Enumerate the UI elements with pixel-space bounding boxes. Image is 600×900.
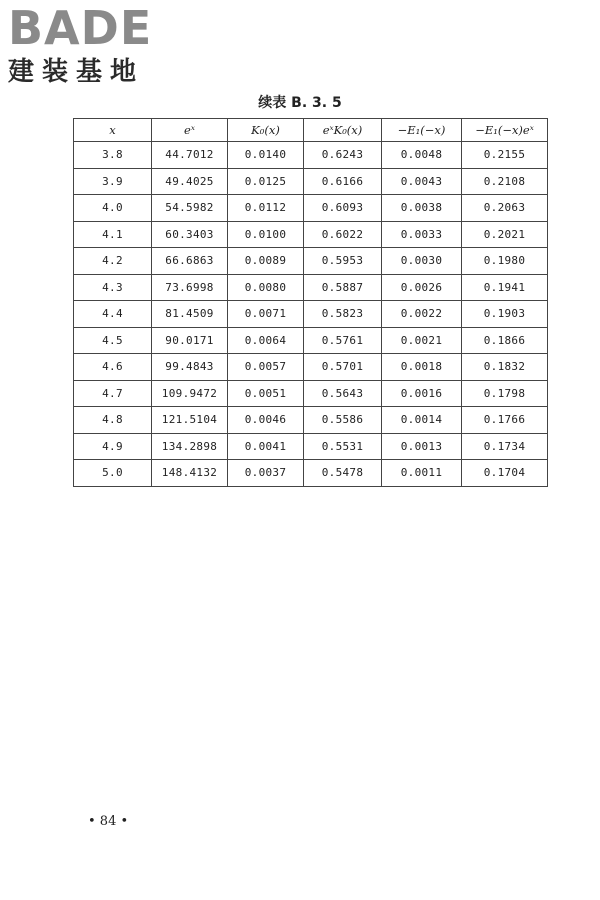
table-row xyxy=(74,460,548,487)
table-cell: 0.2155 xyxy=(462,142,548,169)
table-cell: 4.0 xyxy=(74,195,152,222)
table-cell: 0.2108 xyxy=(462,168,548,195)
table-cell: 0.0016 xyxy=(382,380,462,407)
table-cell: 66.6863 xyxy=(152,248,228,275)
column-header: −E₁(−x)eˣ xyxy=(462,119,548,142)
table-cell: 0.0089 xyxy=(228,248,304,275)
table-cell: 0.6243 xyxy=(304,142,382,169)
table-row xyxy=(74,142,548,169)
table-cell: 4.3 xyxy=(74,274,152,301)
table-row xyxy=(74,327,548,354)
table-cell: 0.0071 xyxy=(228,301,304,328)
table-header-row xyxy=(74,119,548,142)
table-cell: 0.5823 xyxy=(304,301,382,328)
table-row xyxy=(74,407,548,434)
table-cell: 90.0171 xyxy=(152,327,228,354)
bade-logo xyxy=(8,1,178,88)
column-header: eˣ xyxy=(152,119,228,142)
table-cell: 4.1 xyxy=(74,221,152,248)
table-cell: 60.3403 xyxy=(152,221,228,248)
table-cell: 0.0048 xyxy=(382,142,462,169)
table-cell: 0.1704 xyxy=(462,460,548,487)
table-cell: 4.4 xyxy=(74,301,152,328)
table-cell: 121.5104 xyxy=(152,407,228,434)
table-cell: 109.9472 xyxy=(152,380,228,407)
table-cell: 0.0064 xyxy=(228,327,304,354)
table-cell: 3.9 xyxy=(74,168,152,195)
table-cell: 0.5953 xyxy=(304,248,382,275)
table-cell: 4.5 xyxy=(74,327,152,354)
table-cell: 0.1798 xyxy=(462,380,548,407)
table-cell: 0.6166 xyxy=(304,168,382,195)
table-cell: 0.0018 xyxy=(382,354,462,381)
table-cell: 0.0014 xyxy=(382,407,462,434)
table-cell: 0.0041 xyxy=(228,433,304,460)
logo-wordmark: BADE xyxy=(8,1,153,55)
table-cell: 0.0057 xyxy=(228,354,304,381)
table-cell: 0.1980 xyxy=(462,248,548,275)
table-caption: 续表 B. 3. 5 xyxy=(258,95,342,111)
logo-subtitle: 建装基地 xyxy=(8,57,145,87)
table-cell: 44.7012 xyxy=(152,142,228,169)
table-cell: 148.4132 xyxy=(152,460,228,487)
table-cell: 0.0033 xyxy=(382,221,462,248)
table-row xyxy=(74,354,548,381)
page-number: • 84 • xyxy=(88,814,129,829)
table-row xyxy=(74,248,548,275)
table-row xyxy=(74,168,548,195)
table-cell: 0.6022 xyxy=(304,221,382,248)
column-header: eˣK₀(x) xyxy=(304,119,382,142)
table-cell: 0.5761 xyxy=(304,327,382,354)
table-row xyxy=(74,195,548,222)
table-cell: 54.5982 xyxy=(152,195,228,222)
table-cell: 99.4843 xyxy=(152,354,228,381)
table-cell: 0.5531 xyxy=(304,433,382,460)
table-cell: 49.4025 xyxy=(152,168,228,195)
table-cell: 0.5643 xyxy=(304,380,382,407)
table-row xyxy=(74,301,548,328)
table-cell: 0.0013 xyxy=(382,433,462,460)
table-cell: 4.6 xyxy=(74,354,152,381)
table-cell: 134.2898 xyxy=(152,433,228,460)
column-header: x xyxy=(74,119,152,142)
table-cell: 5.0 xyxy=(74,460,152,487)
table-row xyxy=(74,433,548,460)
table-cell: 73.6998 xyxy=(152,274,228,301)
table-cell: 0.5887 xyxy=(304,274,382,301)
table-cell: 0.1866 xyxy=(462,327,548,354)
table-cell: 0.0026 xyxy=(382,274,462,301)
table-cell: 0.2063 xyxy=(462,195,548,222)
table-cell: 0.5586 xyxy=(304,407,382,434)
table-cell: 0.1903 xyxy=(462,301,548,328)
table-cell: 0.0038 xyxy=(382,195,462,222)
table-cell: 0.1734 xyxy=(462,433,548,460)
table-cell: 0.0080 xyxy=(228,274,304,301)
table-cell: 4.2 xyxy=(74,248,152,275)
table-cell: 4.9 xyxy=(74,433,152,460)
table-cell: 0.0037 xyxy=(228,460,304,487)
table-cell: 0.0100 xyxy=(228,221,304,248)
column-header: K₀(x) xyxy=(228,119,304,142)
table-cell: 0.1941 xyxy=(462,274,548,301)
table-cell: 0.0112 xyxy=(228,195,304,222)
table-cell: 0.1766 xyxy=(462,407,548,434)
table-cell: 0.0022 xyxy=(382,301,462,328)
table-row xyxy=(74,380,548,407)
data-table xyxy=(73,118,548,487)
table-cell: 0.0051 xyxy=(228,380,304,407)
table-cell: 0.0021 xyxy=(382,327,462,354)
table-cell: 0.0125 xyxy=(228,168,304,195)
table-cell: 4.7 xyxy=(74,380,152,407)
table-cell: 0.0030 xyxy=(382,248,462,275)
table-row xyxy=(74,274,548,301)
table-cell: 0.0046 xyxy=(228,407,304,434)
table-cell: 0.5701 xyxy=(304,354,382,381)
table-cell: 0.5478 xyxy=(304,460,382,487)
table-cell: 0.0043 xyxy=(382,168,462,195)
table-cell: 0.0140 xyxy=(228,142,304,169)
table-cell: 0.0011 xyxy=(382,460,462,487)
table-cell: 0.2021 xyxy=(462,221,548,248)
table-cell: 4.8 xyxy=(74,407,152,434)
table-cell: 3.8 xyxy=(74,142,152,169)
column-header: −E₁(−x) xyxy=(382,119,462,142)
table-cell: 0.6093 xyxy=(304,195,382,222)
table-cell: 81.4509 xyxy=(152,301,228,328)
table-cell: 0.1832 xyxy=(462,354,548,381)
table-row xyxy=(74,221,548,248)
